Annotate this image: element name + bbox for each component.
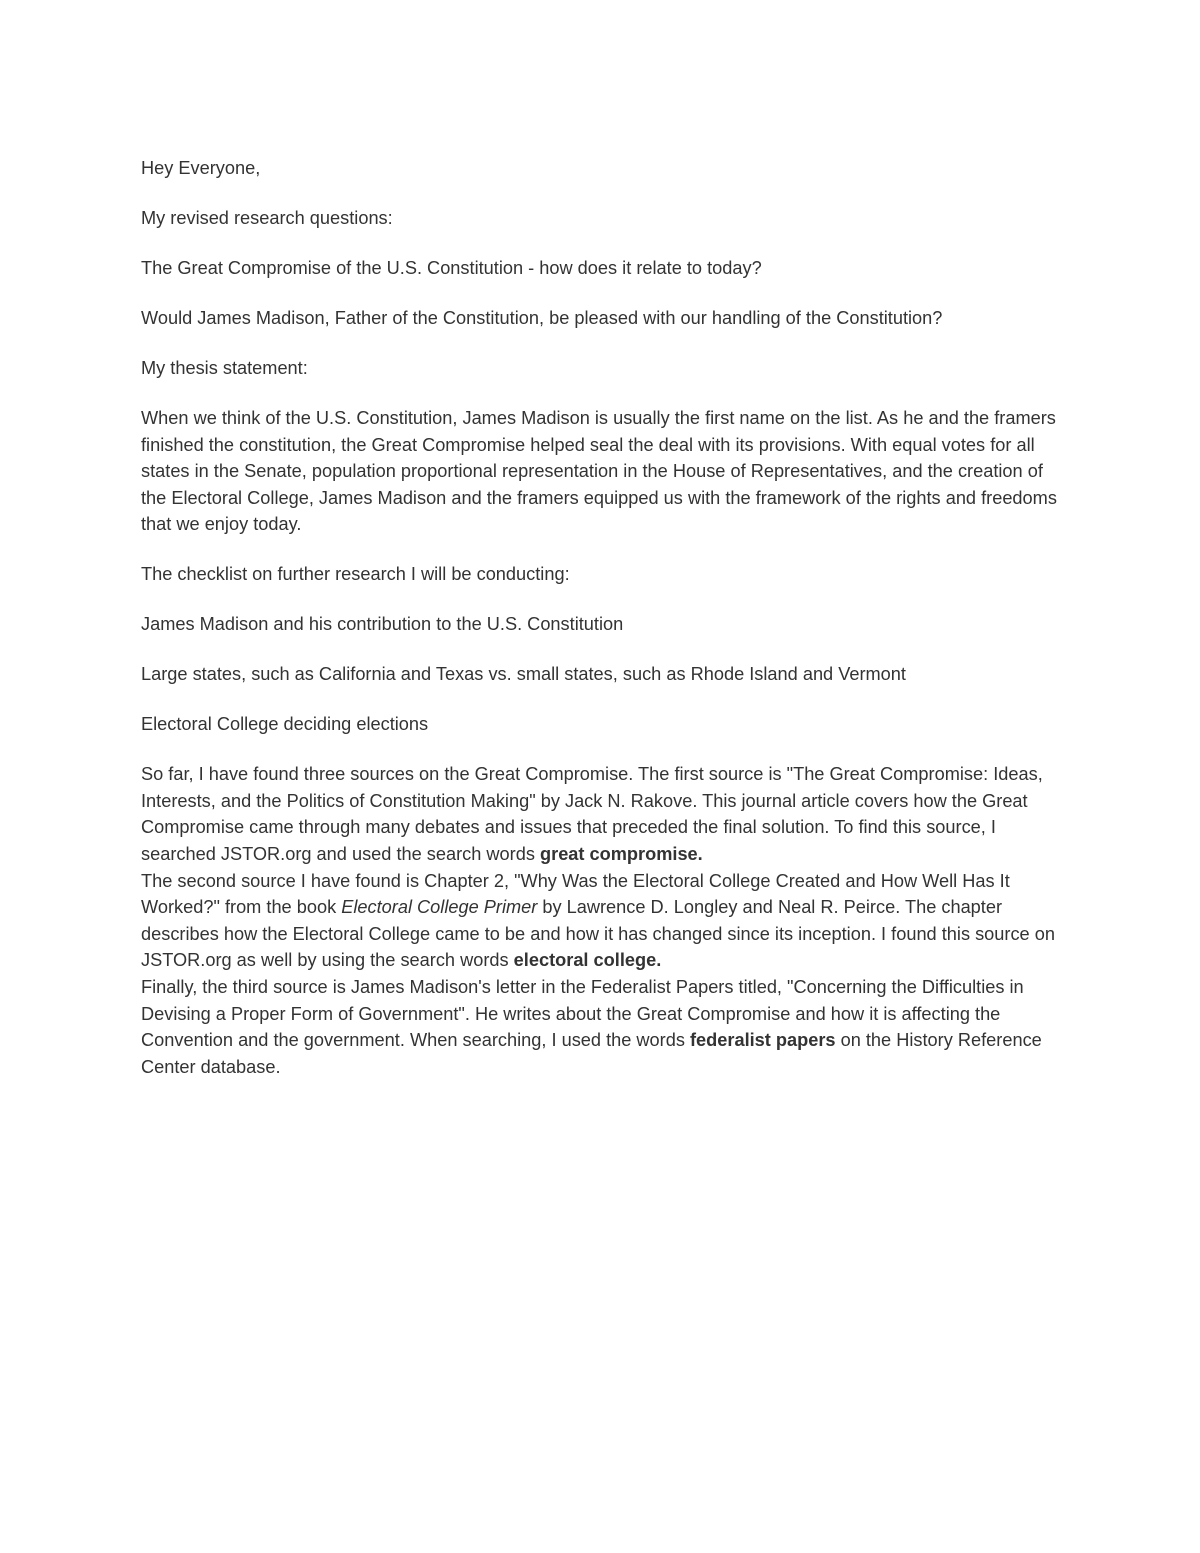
thesis-heading: My thesis statement:: [141, 357, 308, 378]
source-2-text-before: The second source I have found is Chapter 2, "Why Was the Electoral College Created and How Well Has It Worked?" from the book: [141, 870, 1010, 918]
source-2-paragraph: [141, 868, 1061, 974]
source-3-paragraph: [141, 974, 1061, 1080]
research-question-2: Would James Madison, Father of the Constitution, be pleased with our handling of the Constitution?: [141, 307, 943, 328]
source-3-text-after: on the History Reference Center database.: [141, 1030, 1042, 1077]
research-question-1: The Great Compromise of the U.S. Constitution - how does it relate to today?: [141, 257, 762, 278]
thesis-paragraph: When we think of the U.S. Constitution, James Madison is usually the first name on the list. As he and the framers finished the constitution, the Great Compromise helped seal the deal with its provisions. With equal votes for all states in the Senate, population proportional representation in the House of Representatives, and the creation of the Electoral College, James Madison and the framers equipped us with the framework of the rights and freedoms that we enjoy today.: [141, 407, 1057, 535]
greeting: Hey Everyone,: [141, 158, 261, 178]
source-2-book-title: Electoral College Primer: [341, 897, 538, 918]
checklist-item-3: Electoral College deciding elections: [141, 714, 429, 735]
source-1-text: So far, I have found three sources on the Great Compromise. The first source is "The Great Compromise: Ideas, Interests, and the Politics of Constitution Making" by Jack N. Rakove. This journal article covers how the Great Compromise came through many debates and issues that preceded the final solution. To find this source, I searched JSTOR.org and used the search words: [141, 764, 1043, 864]
source-3-text-before: Finally, the third source is James Madison's letter in the Federalist Papers titled, "Concerning the Difficulties in Devising a Proper Form of Government". He writes about the Great Compromise and how it is affecting the Convention and the government. When searching, I used the words: [141, 976, 1024, 1051]
checklist-item-2: Large states, such as California and Texas vs. small states, such as Rhode Island and Vermont: [141, 664, 906, 685]
checklist-item-1: James Madison and his contribution to the U.S. Constitution: [141, 614, 624, 635]
checklist-heading: The checklist on further research I will be conducting:: [141, 564, 570, 585]
source-2-text-after: by Lawrence D. Longley and Neal R. Peirce. The chapter describes how the Electoral College came to be and how it has changed since its inception. I found this source on JSTOR.org as well by using the search words: [141, 897, 1055, 971]
source-1-keywords: great compromise.: [540, 844, 703, 864]
source-1-paragraph: [141, 761, 1061, 867]
source-3-keywords: federalist papers: [689, 1030, 836, 1051]
source-2-keywords: electoral college.: [513, 950, 662, 971]
document-page: [141, 155, 1061, 1080]
questions-heading: My revised research questions:: [141, 207, 393, 228]
